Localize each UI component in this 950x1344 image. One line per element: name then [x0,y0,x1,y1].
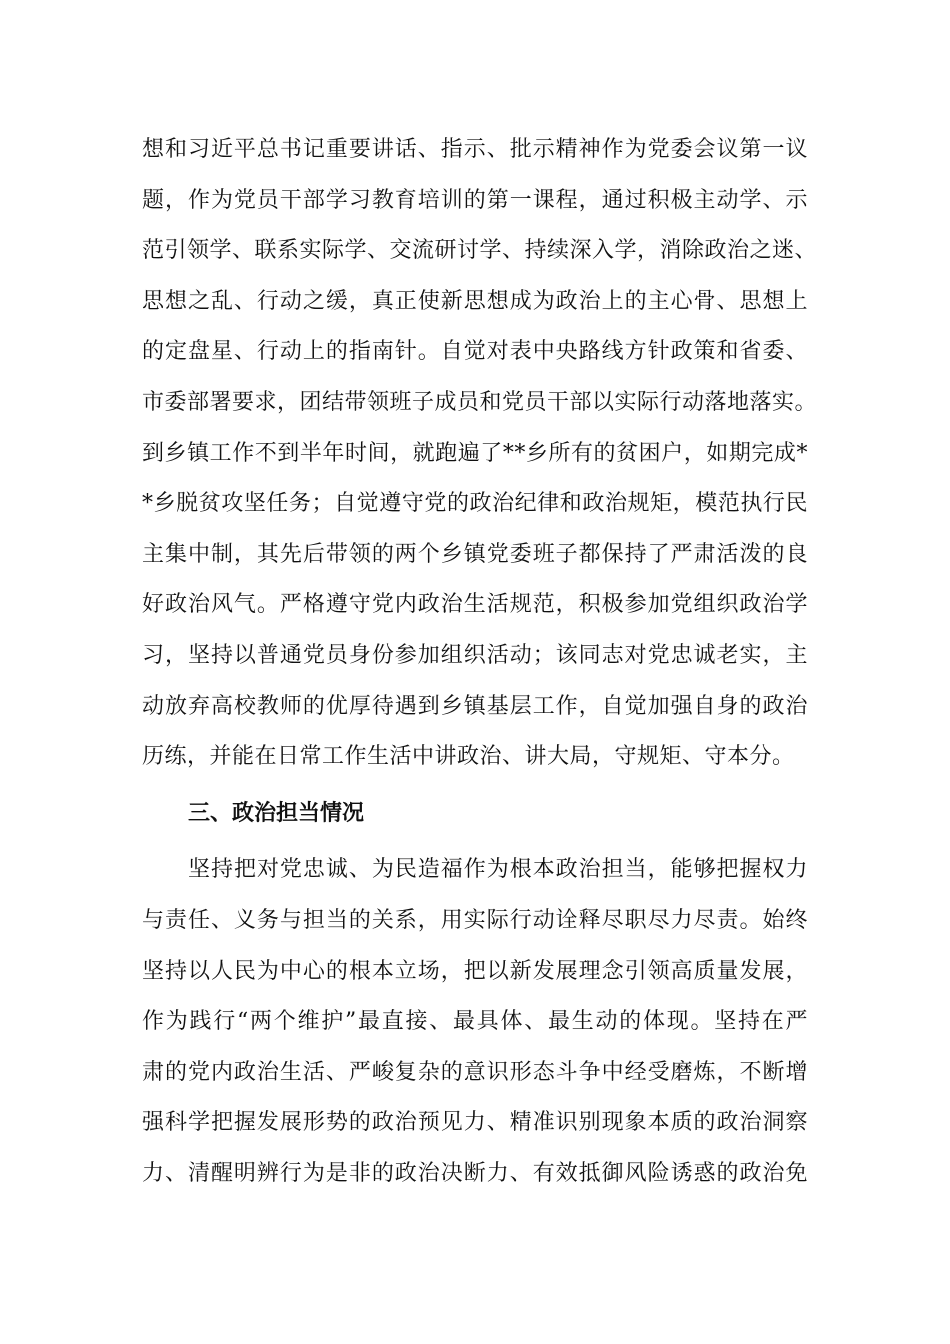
text-line: 肃的党内政治生活、严峻复杂的意识形态斗争中经受磨炼，不断增 [142,1059,808,1085]
text-line: 题，作为党员干部学习教育培训的第一课程，通过积极主动学、示 [142,187,808,213]
document-body [142,125,818,1199]
text-line: 习，坚持以普通党员身份参加组织活动；该同志对党忠诚老实，主 [142,642,808,668]
paragraph-political-study [142,125,818,783]
text-line: *乡脱贫攻坚任务；自觉遵守党的政治纪律和政治规矩，模范执行民 [142,491,808,517]
text-line: 到乡镇工作不到半年时间，就跑遍了**乡所有的贫困户，如期完成* [142,440,808,466]
text-line: 历练，并能在日常工作生活中讲政治、讲大局，守规矩、守本分。 [142,744,795,770]
text-line: 作为践行“两个维护”最直接、最具体、最生动的体现。坚持在严 [142,1009,808,1035]
text-line: 与责任、义务与担当的关系，用实际行动诠释尽职尽力尽责。始终 [142,907,808,933]
text-line: 范引领学、联系实际学、交流研讨学、持续深入学，消除政治之迷、 [142,238,818,264]
text-line: 的定盘星、行动上的指南针。自觉对表中央路线方针政策和省委、 [142,339,808,365]
text-line: 主集中制，其先后带领的两个乡镇党委班子都保持了严肃活泼的良 [142,541,808,567]
text-line: 好政治风气。严格遵守党内政治生活规范，积极参加党组织政治学 [142,592,808,618]
text-line: 动放弃高校教师的优厚待遇到乡镇基层工作，自觉加强自身的政治 [142,693,808,719]
text-line: 坚持以人民为中心的根本立场，把以新发展理念引领高质量发展， [142,958,808,984]
text-line: 力、清醒明辨行为是非的政治决断力、有效抵御风险诱惑的政治免 [142,1160,808,1186]
section-heading: 三、政治担当情况 [188,800,365,826]
text-line: 思想之乱、行动之缓，真正使新思想成为政治上的主心骨、思想上 [142,288,808,314]
paragraph-political-responsibility [142,845,808,1199]
text-line: 强科学把握发展形势的政治预见力、精准识别现象本质的政治洞察 [142,1110,808,1136]
text-line: 市委部署要求，团结带领班子成员和党员干部以实际行动落地落实。 [142,389,818,415]
text-line: 坚持把对党忠诚、为民造福作为根本政治担当，能够把握权力 [188,857,808,883]
text-line: 想和习近平总书记重要讲话、指示、批示精神作为党委会议第一议 [142,137,808,162]
